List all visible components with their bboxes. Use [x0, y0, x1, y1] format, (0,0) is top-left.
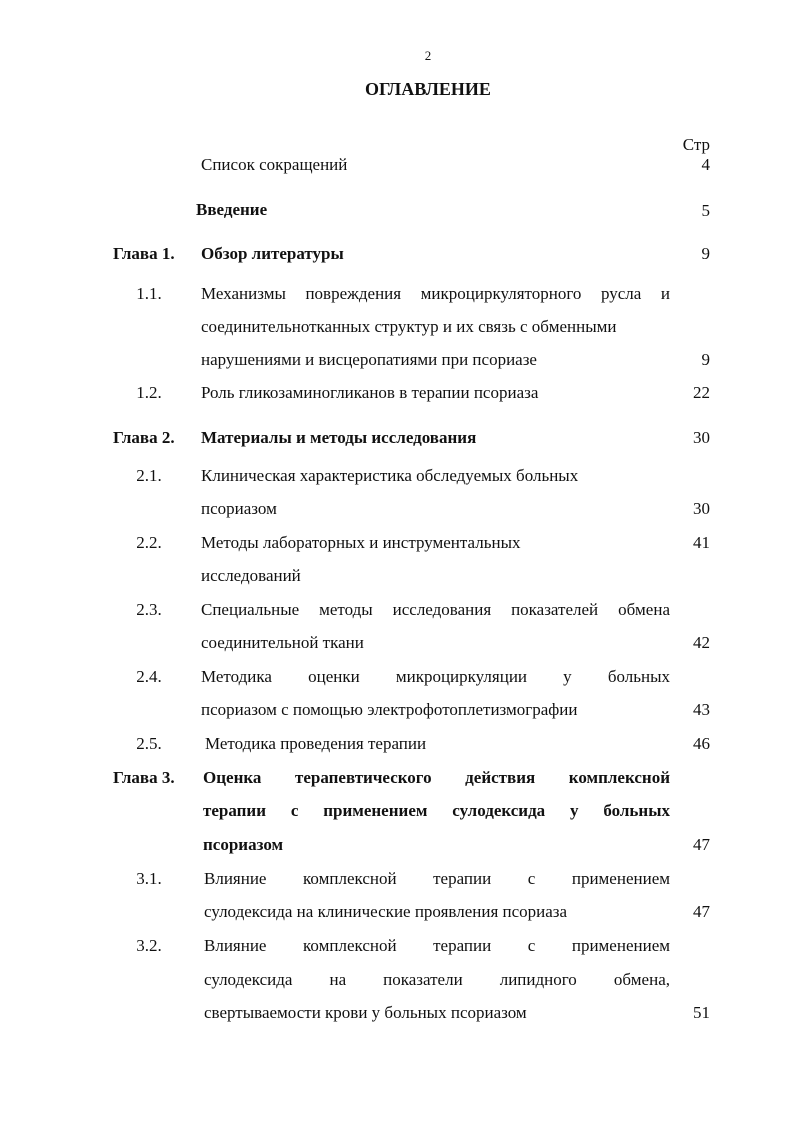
toc-entry-page: 30 — [693, 428, 710, 447]
toc-entry-number: 2.5. — [136, 734, 162, 753]
toc-entry-title-line: Методы лабораторных и инструментальных — [201, 533, 521, 552]
toc-entry-title-line: Оценка терапевтического действия комплексной — [203, 768, 670, 787]
toc-entry-page: 9 — [701, 350, 710, 369]
toc-entry-number: 3.1. — [136, 869, 162, 888]
toc-entry-page: 5 — [701, 201, 710, 220]
toc-entry-title-line: псориазом с помощью электрофотоплетизмографии — [201, 700, 578, 719]
toc-entry-title-line: сулодексида на показатели липидного обмена, — [204, 970, 670, 989]
toc-entry-title: Введение — [196, 200, 268, 219]
toc-entry-title-line: нарушениями и висцеропатиями при псориазе — [201, 350, 537, 369]
toc-entry-page: 30 — [693, 499, 710, 518]
toc-entry-page: 42 — [693, 633, 710, 652]
toc-entry-title-line: псориазом — [201, 499, 277, 518]
toc-entry-number: Глава 1. — [113, 244, 175, 263]
toc-entry-title-line: соединительнотканных структур и их связь с обменными — [201, 317, 617, 336]
toc-entry-title-line: Специальные методы исследования показателей обмена — [201, 600, 670, 619]
toc-entry-title: Обзор литературы — [201, 244, 344, 263]
toc-entry-title: Материалы и методы исследования — [201, 428, 477, 447]
toc-entry-title-line: Методика оценки микроциркуляции у больных — [201, 667, 670, 686]
toc-entry-number: Глава 2. — [113, 428, 175, 447]
toc-entry-title-line: псориазом — [203, 835, 284, 854]
toc-entry-number: 1.1. — [136, 284, 162, 303]
toc-entry-number: 2.1. — [136, 466, 162, 485]
toc-heading: ОГЛАВЛЕНИЕ — [365, 79, 491, 99]
toc-entry-title: Список сокращений — [201, 155, 348, 174]
toc-entry-page: 43 — [693, 700, 710, 719]
toc-entry-page: 51 — [693, 1003, 710, 1022]
toc-entry-page: 47 — [693, 902, 710, 921]
toc-entry-page: 47 — [693, 835, 710, 854]
toc-entry-page: 22 — [693, 383, 710, 402]
page-number: 2 — [424, 48, 432, 63]
toc-entry-title-line: свертываемости крови у больных псориазом — [204, 1003, 527, 1022]
toc-entry-page: 46 — [693, 734, 710, 753]
toc-entry-page: 9 — [701, 244, 710, 263]
toc-entry-number: 3.2. — [136, 936, 162, 955]
toc-entry-number: 2.4. — [136, 667, 162, 686]
toc-entry-number: 2.3. — [136, 600, 162, 619]
toc-entry-title-line: Влияние комплексной терапии с применением — [204, 869, 670, 888]
toc-entry-title-line: соединительной ткани — [201, 633, 364, 652]
toc-entry-number: Глава 3. — [113, 768, 175, 787]
toc-entry-title-line: исследований — [201, 566, 301, 585]
toc-entry-title: Роль гликозаминогликанов в терапии псориаза — [201, 383, 539, 402]
toc-entry-title: Методика проведения терапии — [205, 734, 427, 753]
toc-entry-title-line: Влияние комплексной терапии с применением — [204, 936, 670, 955]
toc-entry-title-line: терапии с применением сулодексида у больных — [203, 801, 670, 820]
toc-entry-number: 1.2. — [136, 383, 162, 402]
toc-entry-title-line: сулодексида на клинические проявления псориаза — [204, 902, 568, 921]
toc-entry-title-line: Клиническая характеристика обследуемых больных — [201, 466, 579, 485]
toc-entry-page: 41 — [693, 533, 710, 552]
toc-entry-number: 2.2. — [136, 533, 162, 552]
toc-entry-page: 4 — [701, 155, 710, 174]
page-column-label: Стр — [682, 135, 710, 154]
toc-entry-title-line: Механизмы повреждения микроциркуляторного русла и — [201, 284, 670, 303]
